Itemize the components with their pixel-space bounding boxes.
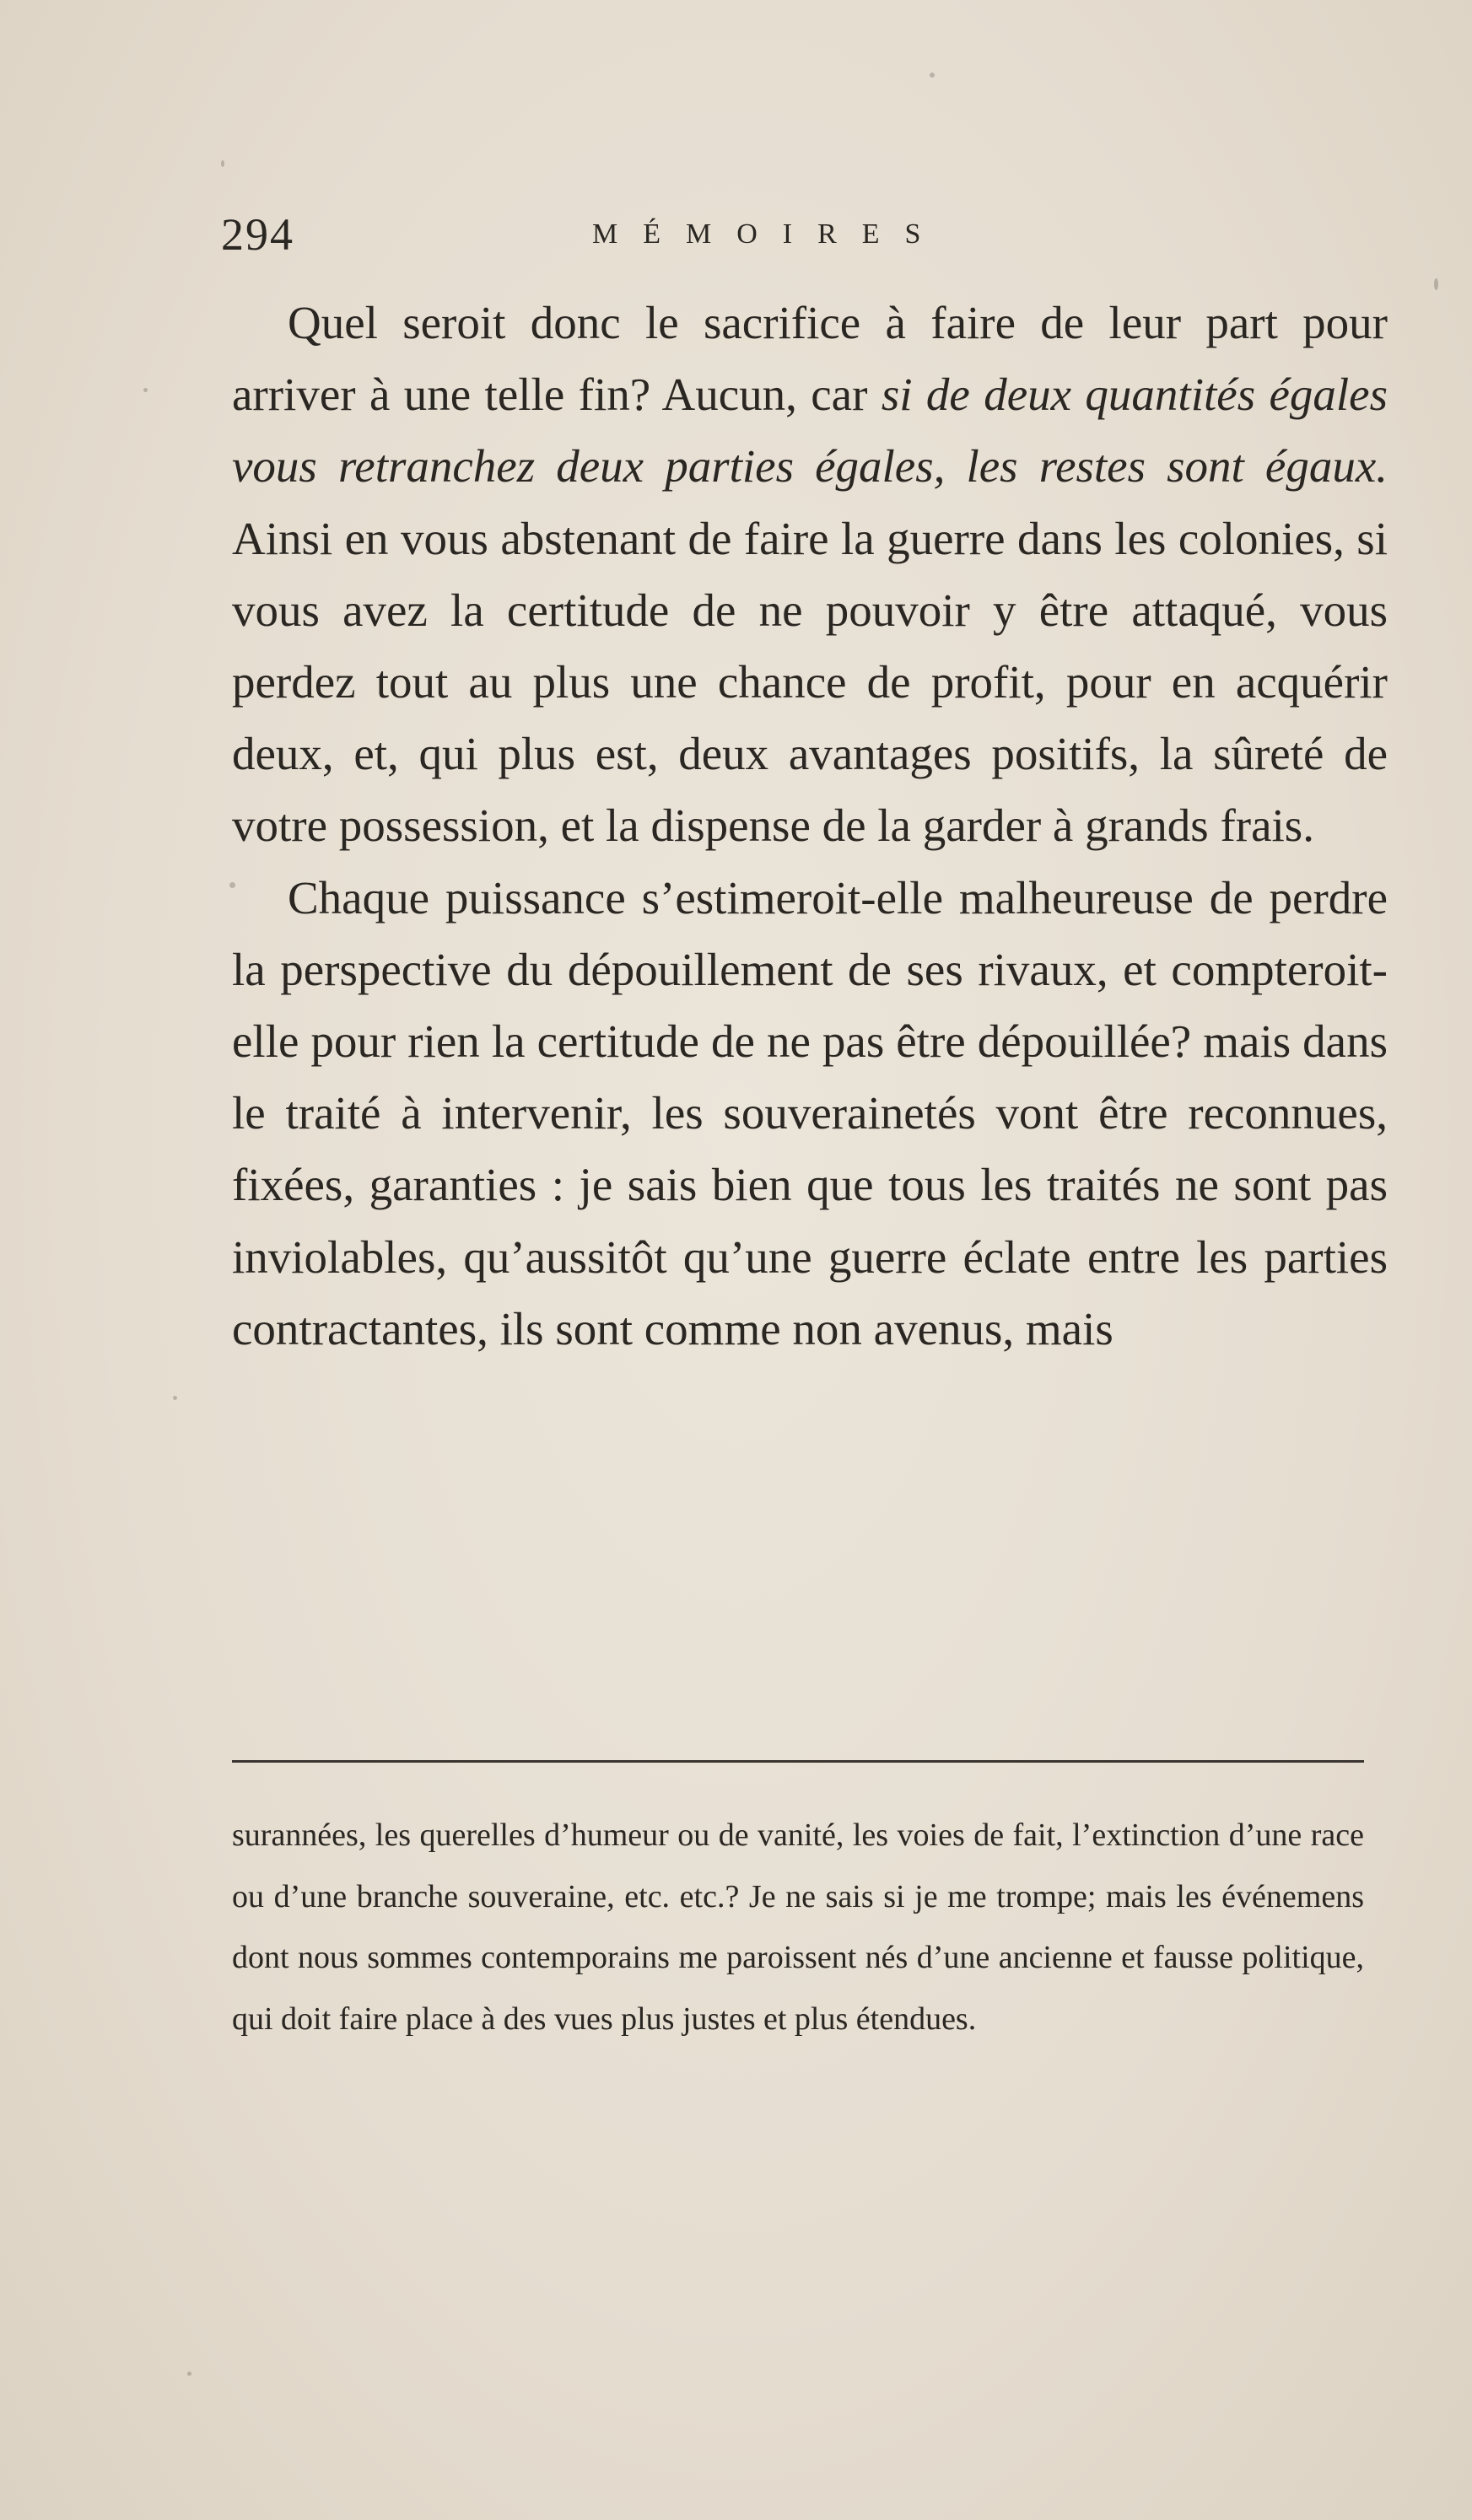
paragraph-1-rest: Ainsi en vous abstenant de faire la guerre dans les colonies, si vous avez la certitude de ne pouvoir y être attaqué, vous perdez tout au plus une chance de profit, pour en acquérir deux, et, qui plus est, deux avantages positifs, la sûreté de votre possession, et la dispense de la garder à grands frais. [232, 512, 1388, 852]
paragraph-1-italic-maxim: si de deux quantités égales vous retranchez deux parties égales, les restes sont égaux. [232, 369, 1388, 493]
paragraph-1 [232, 287, 1388, 862]
footnote [232, 1805, 1364, 2049]
paragraph-1-intro: Quel seroit donc le sacrifice à faire de leur part pour arriver à une telle fin? Aucun, car [232, 297, 1388, 421]
footnote-text: surannées, les querelles d’humeur ou de vanité, les voies de fait, l’extinction d’une race ou d’une branche souveraine, etc. etc.? Je ne sais si je me trompe; mais les événemens dont nous sommes contemporains me paroissent nés d’une ancienne et fausse politique, qui doit faire place à des vues plus justes et plus étendues. [232, 1817, 1364, 2037]
paper-speck [221, 160, 224, 167]
running-title: MÉMOIRES [592, 218, 946, 250]
paper-speck [229, 882, 235, 888]
paragraph-2: Chaque puissance s’estimeroit-elle malheureuse de perdre la perspective du dépouillement de ses rivaux, et compteroit-elle pour rien la certitude de ne pas être dépouillée? mais dans le traité à intervenir, les souverainetés vont être reconnues, fixées, garanties : je sais bien que tous les traités ne sont pas inviolables, qu’aussitôt qu’une guerre éclate entre les parties contractantes, ils sont comme non avenus, mais [232, 871, 1388, 1354]
footnote-rule [232, 1760, 1364, 1763]
paper-speck [187, 2372, 191, 2376]
page-number: 294 [221, 209, 294, 260]
main-text [232, 287, 1388, 1365]
paper-speck [1434, 278, 1438, 290]
paper-speck [143, 388, 148, 392]
page-header [221, 201, 1381, 268]
paper-speck [930, 73, 935, 78]
paper-speck [173, 1396, 177, 1400]
